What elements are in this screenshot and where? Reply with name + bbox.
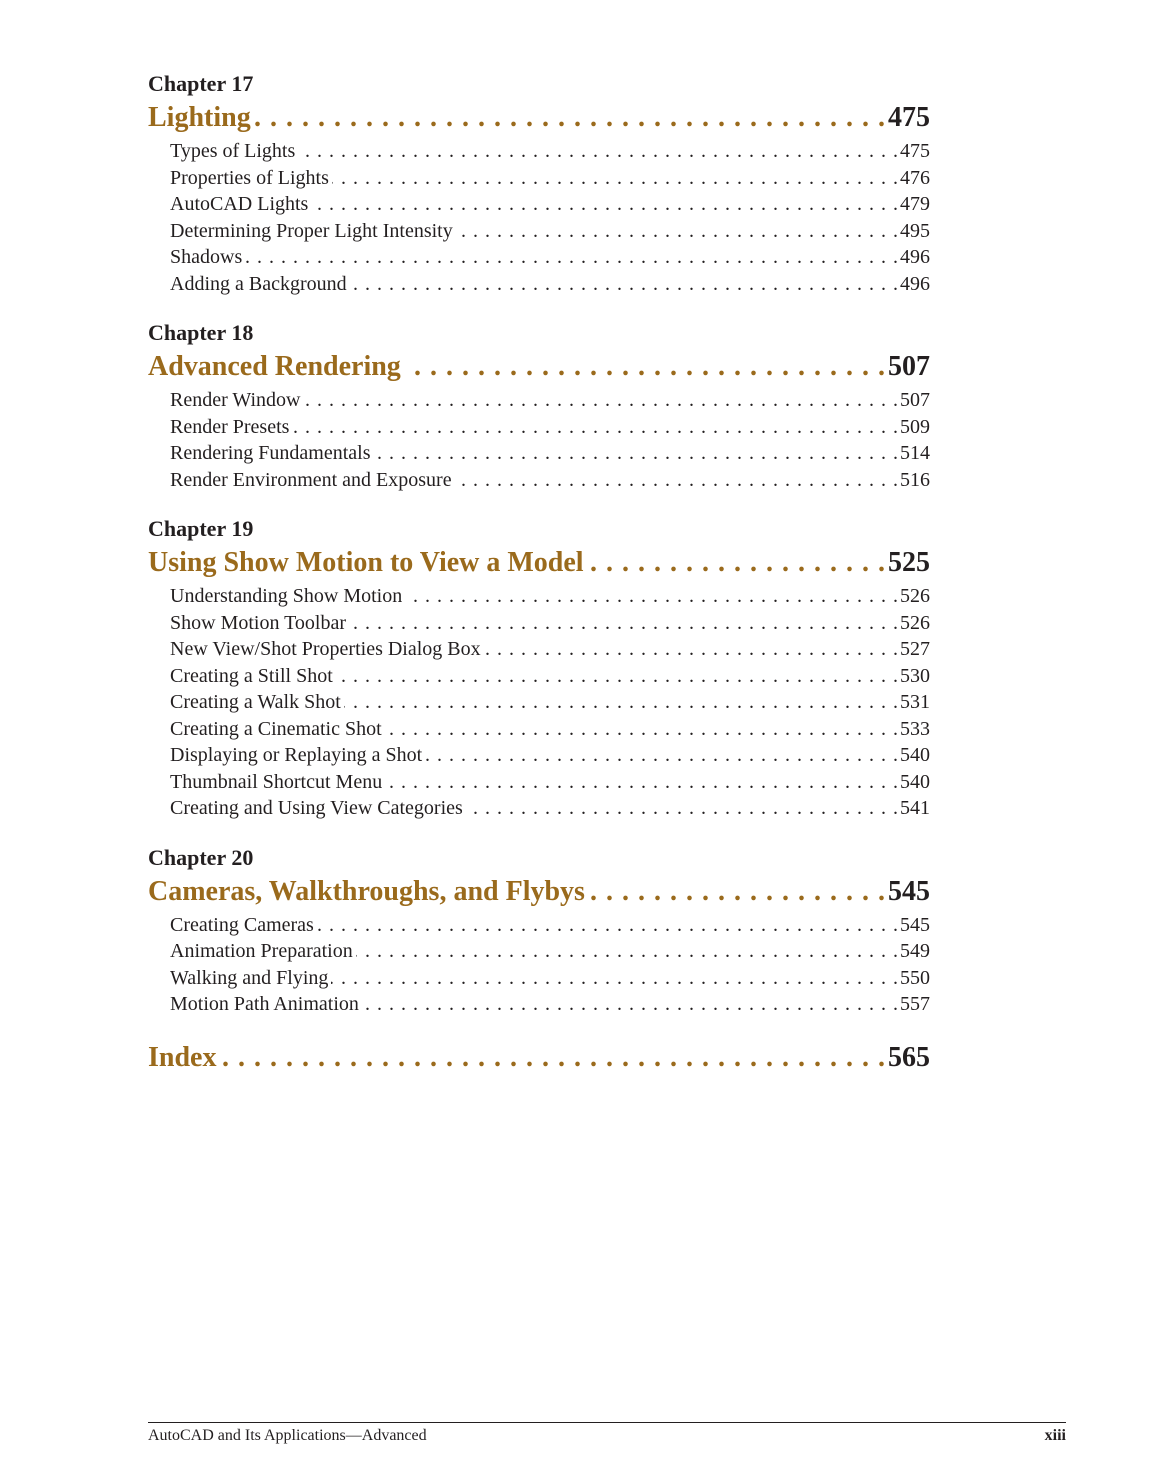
page-folio: xiii: [1044, 1427, 1066, 1444]
section-title: Properties of Lights: [170, 166, 329, 189]
dot-leader: [317, 912, 899, 939]
chapter-page-number: 545: [888, 875, 930, 907]
section-title: Rendering Fundamentals: [170, 442, 371, 464]
section-title: Thumbnail Shortcut Menu: [170, 770, 383, 793]
table-of-contents: [148, 70, 930, 1078]
dot-leader: [385, 716, 899, 743]
section-entry[interactable]: [170, 795, 930, 822]
dot-leader: [356, 938, 899, 965]
dot-leader: [220, 1040, 886, 1076]
section-page-number: 527: [900, 638, 930, 660]
book-title: AutoCAD and Its Applications—Advanced: [148, 1427, 427, 1444]
section-page-number: 479: [900, 193, 930, 215]
index-entry[interactable]: [148, 1040, 930, 1076]
section-entry[interactable]: [170, 191, 930, 218]
dot-leader: [336, 663, 899, 690]
section-page-number: 476: [900, 166, 930, 189]
section-title: Creating a Cinematic Shot: [170, 717, 382, 740]
section-page-number: 496: [900, 246, 930, 268]
dot-leader: [374, 440, 899, 467]
section-page-number: 526: [900, 611, 930, 634]
section-entry[interactable]: [170, 218, 930, 245]
chapter-title: Advanced Rendering: [148, 351, 401, 382]
chapter-block: [148, 844, 930, 1018]
section-title: Render Environment and Exposure: [170, 468, 452, 491]
section-entry[interactable]: [170, 663, 930, 690]
dot-leader: [456, 218, 899, 245]
section-entry[interactable]: [170, 467, 930, 494]
section-page-number: 530: [900, 664, 930, 687]
section-title: AutoCAD Lights: [170, 193, 309, 215]
section-page-number: 526: [900, 585, 930, 607]
section-page-number: 509: [900, 415, 930, 438]
section-entry[interactable]: [170, 636, 930, 663]
section-page-number: 531: [900, 691, 930, 713]
section-title: Creating a Walk Shot: [170, 691, 341, 713]
dot-leader: [589, 874, 886, 910]
section-page-number: 541: [900, 797, 930, 819]
dot-leader: [466, 795, 899, 822]
section-title: Shadows: [170, 246, 243, 268]
section-page-number: 507: [900, 389, 930, 411]
section-page-number: 495: [900, 219, 930, 242]
section-title: Adding a Background: [170, 272, 347, 295]
dot-leader: [362, 991, 899, 1018]
section-title: Displaying or Replaying a Shot: [170, 744, 423, 766]
dot-leader: [385, 769, 899, 796]
section-title: Creating and Using View Categories: [170, 797, 463, 819]
dot-leader: [245, 244, 899, 271]
section-entry[interactable]: [170, 912, 930, 939]
index-page-number: 565: [888, 1041, 930, 1073]
dot-leader: [332, 165, 899, 192]
section-entry[interactable]: [170, 938, 930, 965]
section-page-number: 545: [900, 913, 930, 936]
section-list: [148, 583, 930, 822]
dot-leader: [455, 467, 899, 494]
dot-leader: [292, 414, 899, 441]
chapter-label: Chapter 18: [148, 320, 254, 345]
section-entry[interactable]: [170, 716, 930, 743]
index-title: Index: [148, 1041, 217, 1073]
section-page-number: 496: [900, 272, 930, 295]
dot-leader: [349, 610, 899, 637]
section-title: Types of Lights: [170, 140, 296, 162]
section-entry[interactable]: [170, 387, 930, 414]
section-page-number: 549: [900, 940, 930, 962]
section-page-number: 540: [900, 770, 930, 793]
dot-leader: [255, 100, 886, 136]
section-entry[interactable]: [170, 965, 930, 992]
section-title: Animation Preparation: [170, 940, 353, 962]
dot-leader: [350, 271, 899, 298]
section-title: Motion Path Animation: [170, 993, 359, 1015]
chapter-title-entry[interactable]: [148, 100, 930, 136]
chapter-title-entry[interactable]: [148, 545, 930, 581]
section-entry[interactable]: [170, 440, 930, 467]
chapter-page-number: 525: [888, 547, 930, 578]
section-entry[interactable]: [170, 742, 930, 769]
chapter-title: Lighting: [148, 102, 251, 133]
section-page-number: 516: [900, 468, 930, 491]
chapter-title: Cameras, Walkthroughs, and Flybys: [148, 875, 585, 907]
chapter-title-entry[interactable]: [148, 874, 930, 910]
chapter-label: Chapter 19: [148, 516, 254, 541]
section-entry[interactable]: [170, 769, 930, 796]
page-footer: [148, 1422, 1066, 1446]
section-page-number: 514: [900, 442, 930, 464]
dot-leader: [311, 191, 899, 218]
section-entry[interactable]: [170, 165, 930, 192]
section-title: New View/Shot Properties Dialog Box: [170, 638, 481, 660]
section-page-number: 475: [900, 140, 930, 162]
section-list: [148, 387, 930, 493]
chapter-title-entry[interactable]: [148, 349, 930, 385]
section-title: Render Window: [170, 389, 301, 411]
section-list: [148, 138, 930, 297]
section-entry[interactable]: [170, 583, 930, 610]
dot-leader: [588, 545, 886, 581]
section-entry[interactable]: [170, 244, 930, 271]
dot-leader: [298, 138, 899, 165]
section-list: [148, 912, 930, 1018]
dot-leader: [303, 387, 899, 414]
section-entry[interactable]: [170, 991, 930, 1018]
dot-leader: [484, 636, 899, 663]
dot-leader: [405, 583, 899, 610]
section-page-number: 557: [900, 993, 930, 1015]
chapter-block: [148, 319, 930, 493]
section-page-number: 550: [900, 966, 930, 989]
section-entry[interactable]: [170, 414, 930, 441]
chapter-page-number: 507: [888, 351, 930, 382]
chapter-block: [148, 70, 930, 297]
section-title: Show Motion Toolbar: [170, 611, 347, 634]
chapter-label: Chapter 20: [148, 844, 254, 870]
section-entry[interactable]: [170, 610, 930, 637]
chapter-title: Using Show Motion to View a Model: [148, 547, 584, 578]
section-title: Render Presets: [170, 415, 290, 438]
dot-leader: [425, 742, 899, 769]
dot-leader: [331, 965, 899, 992]
section-entry[interactable]: [170, 138, 930, 165]
section-title: Understanding Show Motion: [170, 585, 403, 607]
dot-leader: [344, 689, 899, 716]
section-entry[interactable]: [170, 271, 930, 298]
chapter-page-number: 475: [888, 102, 930, 133]
section-entry[interactable]: [170, 689, 930, 716]
section-title: Walking and Flying: [170, 966, 329, 989]
chapter-label: Chapter 17: [148, 71, 254, 96]
section-title: Determining Proper Light Intensity: [170, 219, 453, 242]
section-title: Creating Cameras: [170, 913, 314, 936]
chapter-block: [148, 515, 930, 822]
section-page-number: 540: [900, 744, 930, 766]
section-title: Creating a Still Shot: [170, 664, 333, 687]
section-page-number: 533: [900, 717, 930, 740]
dot-leader: [405, 349, 886, 385]
